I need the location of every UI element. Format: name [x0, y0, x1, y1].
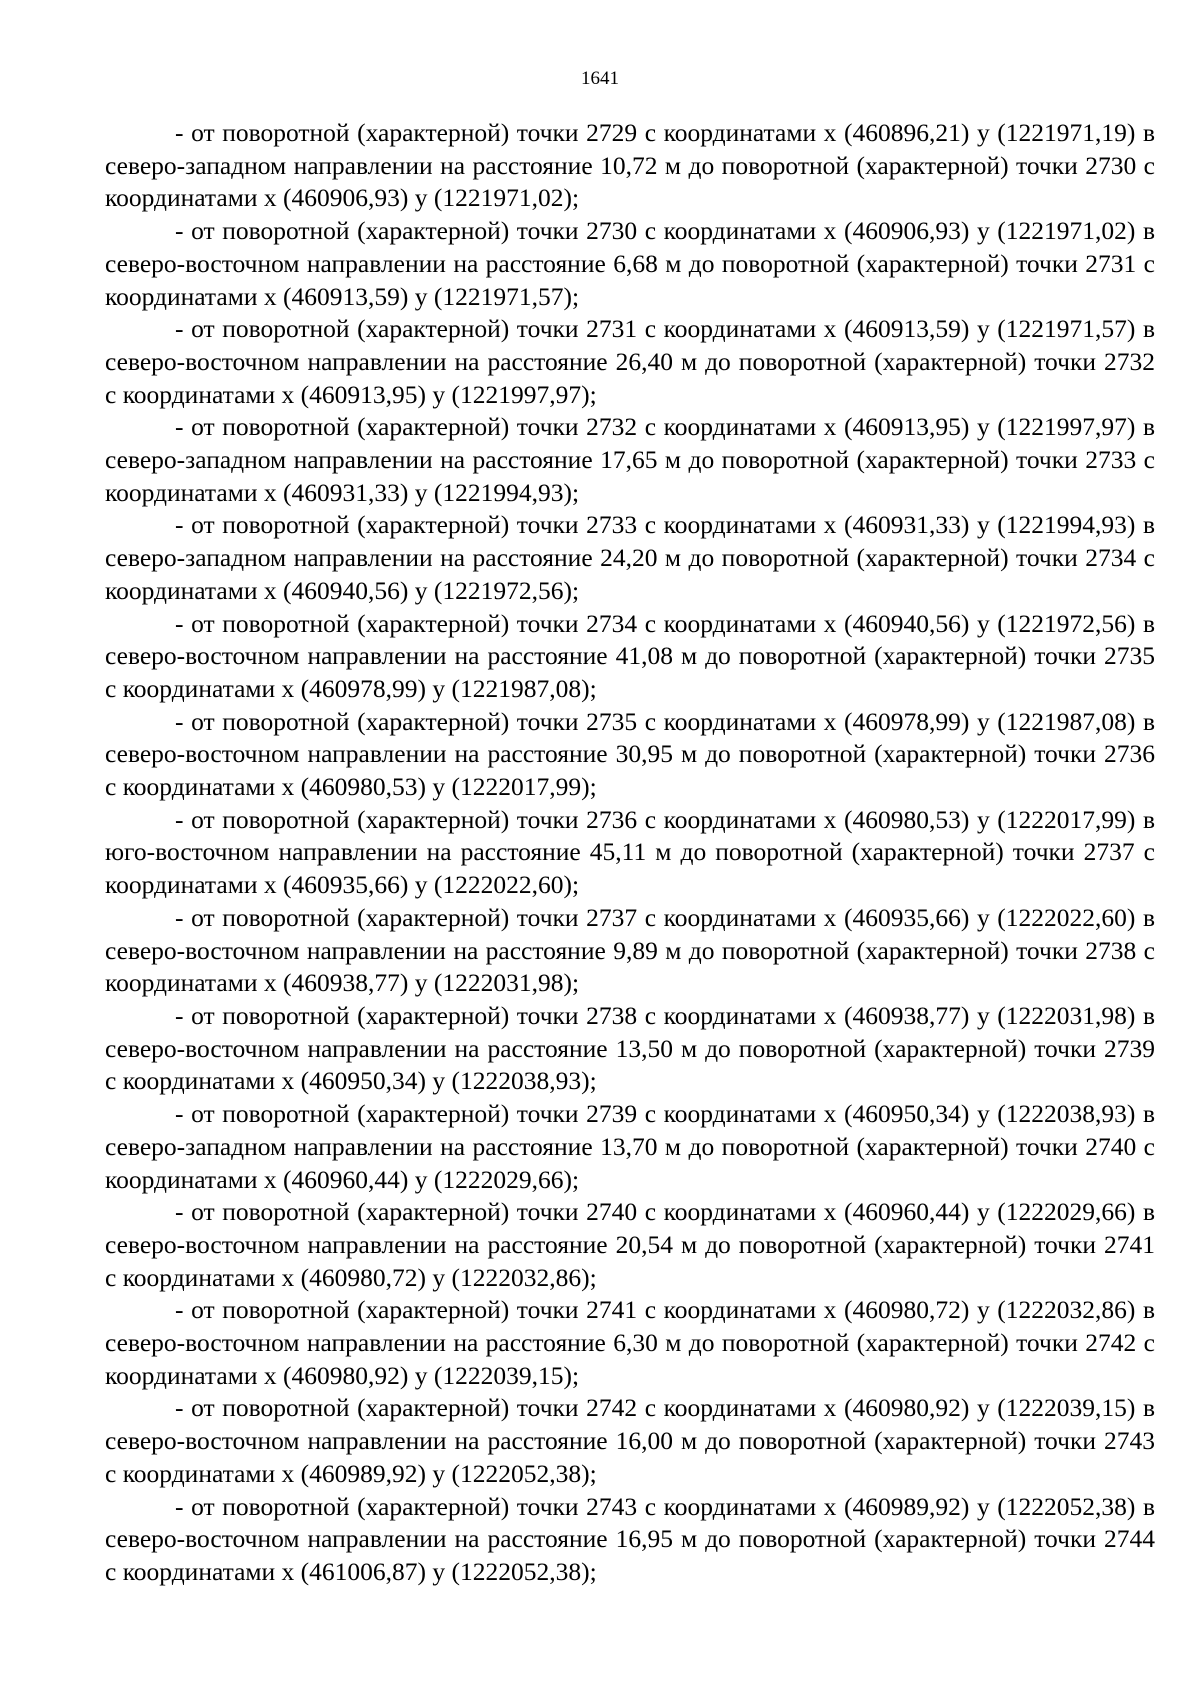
boundary-clause: - от поворотной (характерной) точки 2733 с координатами х (460931,33) у (1221994,93) в северо-западном направлении на расстояние 24,20 м до поворотной (характерной) точки 2734 с координатами х (460940,56) у (1221972,56); — [105, 510, 1155, 605]
page-number: 1641 — [581, 68, 619, 89]
boundary-clause: - от поворотной (характерной) точки 2732 с координатами х (460913,95) у (1221997,97) в северо-западном направлении на расстояние 17,65 м до поворотной (характерной) точки 2733 с координатами х (460931,33) у (1221994,93); — [105, 412, 1155, 507]
boundary-clause: - от поворотной (характерной) точки 2735 с координатами х (460978,99) у (1221987,08) в северо-восточном направлении на расстояние 30,95 м до поворотной (характерной) точки 2736 с координатами х (460980,53) у (1222017,99); — [105, 706, 1155, 802]
boundary-clause: - от поворотной (характерной) точки 2741 с координатами х (460980,72) у (1222032,86) в северо-восточном направлении на расстояние 6,30 м до поворотной (характерной) точки 2742 с координатами х (460980,92) у (1222039,15); — [105, 1295, 1155, 1390]
boundary-clause: - от поворотной (характерной) точки 2739 с координатами х (460950,34) у (1222038,93) в северо-западном направлении на расстояние 13,70 м до поворотной (характерной) точки 2740 с координатами х (460960,44) у (1222029,66); — [105, 1099, 1155, 1194]
boundary-clause: - от поворотной (характерной) точки 2734 с координатами х (460940,56) у (1221972,56) в северо-восточном направлении на расстояние 41,08 м до поворотной (характерной) точки 2735 с координатами х (460978,99) у (1221987,08); — [105, 608, 1155, 703]
boundary-clause: - от поворотной (характерной) точки 2743 с координатами х (460989,92) у (1222052,38) в северо-восточном направлении на расстояние 16,95 м до поворотной (характерной) точки 2744 с координатами х (461006,87) у (1222052,38); — [105, 1491, 1155, 1586]
boundary-clause: - от поворотной (характерной) точки 2729 с координатами х (460896,21) у (1221971,19) в северо-западном направлении на расстояние 10,72 м до поворотной (характерной) точки 2730 с координатами х (460906,93) у (1221971,02); — [105, 118, 1155, 213]
boundary-clause: - от поворотной (характерной) точки 2730 с координатами х (460906,93) у (1221971,02) в северо-восточном направлении на расстояние 6,68 м до поворотной (характерной) точки 2731 с координатами х (460913,59) у (1221971,57); — [105, 216, 1155, 311]
boundary-clause: - от поворотной (характерной) точки 2731 с координатами х (460913,59) у (1221971,57) в северо-восточном направлении на расстояние 26,40 м до поворотной (характерной) точки 2732 с координатами х (460913,95) у (1221997,97); — [105, 314, 1155, 409]
boundary-clause: - от поворотной (характерной) точки 2740 с координатами х (460960,44) у (1222029,66) в северо-восточном направлении на расстояние 20,54 м до поворотной (характерной) точки 2741 с координатами х (460980,72) у (1222032,86); — [105, 1197, 1155, 1292]
boundary-clause: - от поворотной (характерной) точки 2737 с координатами х (460935,66) у (1222022,60) в северо-восточном направлении на расстояние 9,89 м до поворотной (характерной) точки 2738 с координатами х (460938,77) у (1222031,98); — [105, 902, 1155, 998]
boundary-clause: - от поворотной (характерной) точки 2742 с координатами х (460980,92) у (1222039,15) в северо-восточном направлении на расстояние 16,00 м до поворотной (характерной) точки 2743 с координатами х (460989,92) у (1222052,38); — [105, 1393, 1155, 1488]
document-body — [105, 117, 1155, 1589]
boundary-clause: - от поворотной (характерной) точки 2738 с координатами х (460938,77) у (1222031,98) в северо-восточном направлении на расстояние 13,50 м до поворотной (характерной) точки 2739 с координатами х (460950,34) у (1222038,93); — [105, 1000, 1155, 1096]
boundary-clause: - от поворотной (характерной) точки 2736 с координатами х (460980,53) у (1222017,99) в юго-восточном направлении на расстояние 45,11 м до поворотной (характерной) точки 2737 с координатами х (460935,66) у (1222022,60); — [105, 804, 1155, 900]
